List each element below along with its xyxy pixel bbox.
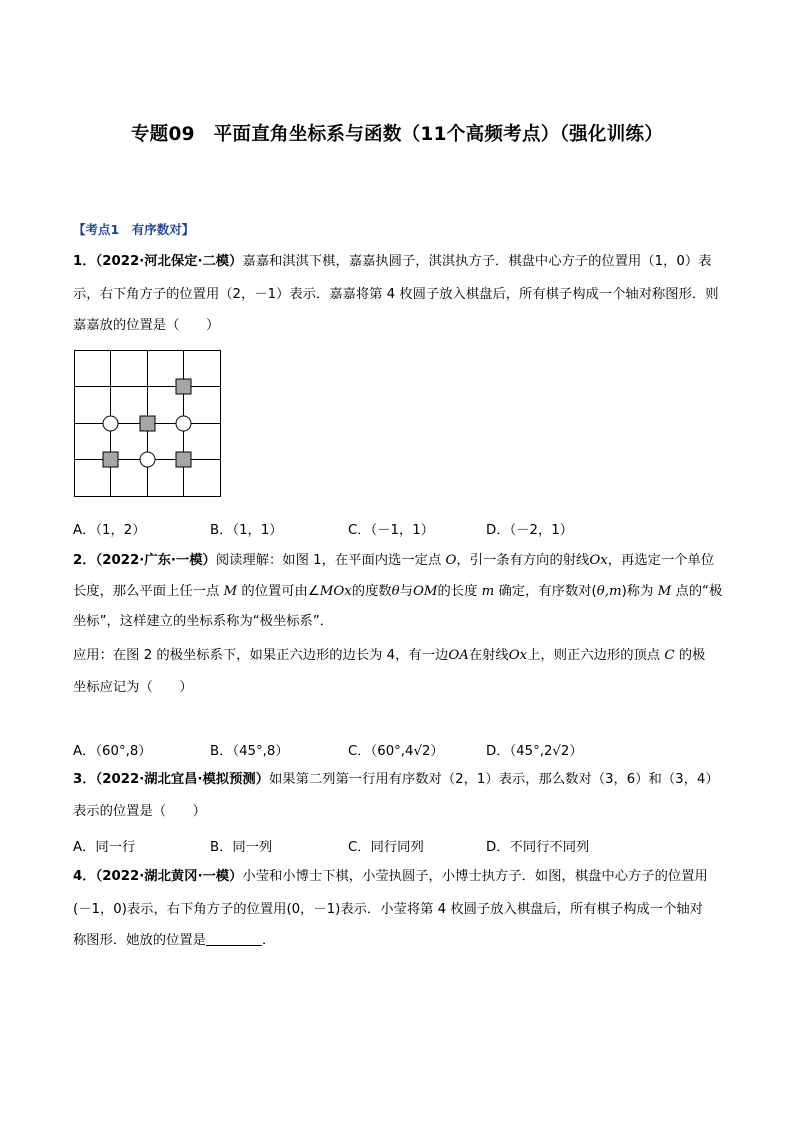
q3-option-a[interactable]: A．同一行 bbox=[73, 840, 136, 855]
math-var: OA bbox=[448, 648, 469, 663]
section-heading: 【考点1 有序数对】 bbox=[73, 222, 195, 237]
q2-text: 的位置可由∠ bbox=[237, 584, 320, 599]
q2-option-c[interactable]: C．（60°,4√2） bbox=[348, 744, 444, 759]
square-piece bbox=[176, 379, 191, 394]
q1-source: （2022·河北保定·二模） bbox=[95, 254, 243, 269]
q4-text: ． bbox=[261, 933, 276, 948]
answer-blank[interactable] bbox=[206, 931, 262, 946]
q2-line-2 bbox=[73, 582, 722, 602]
q2-text: 的度数 bbox=[351, 584, 392, 599]
q1-option-d[interactable]: D．（－2，1） bbox=[486, 523, 573, 538]
q2-text: 长度，那么平面上任一点 bbox=[73, 584, 224, 599]
q3-option-b[interactable]: B．同一列 bbox=[210, 840, 273, 855]
round-piece bbox=[103, 416, 118, 431]
q4-line-2: (－1，0)表示，右下角方子的位置用(0，－1)表示．小莹将第 4 枚圆子放入棋盘后，所有棋子构成一个轴对 bbox=[73, 902, 703, 917]
q3-line-1 bbox=[73, 770, 719, 790]
q1-line-1 bbox=[73, 252, 711, 272]
math-var: Ox bbox=[508, 648, 528, 663]
math-var: MOx bbox=[319, 584, 352, 599]
q2-option-b[interactable]: B．（45°,8） bbox=[210, 744, 289, 759]
math-var: θ bbox=[391, 584, 400, 599]
q2-option-a[interactable]: A．（60°,8） bbox=[73, 744, 152, 759]
q3-source: （2022·湖北宜昌·模拟预测） bbox=[95, 772, 269, 787]
q4-line-1 bbox=[73, 867, 708, 887]
math-var: M bbox=[657, 584, 672, 599]
square-piece-center bbox=[140, 416, 155, 431]
q2-line-5: 坐标应记为（ ） bbox=[73, 680, 193, 695]
q2-number: 2． bbox=[73, 553, 96, 568]
q3-number: 3． bbox=[73, 772, 96, 787]
q2-line-3: 坐标”，这样建立的坐标系称为“极坐标系”． bbox=[73, 614, 334, 629]
q4-text: 小莹和小博士下棋，小莹执圆子，小博士执方子．如图，棋盘中心方子的位置用 bbox=[242, 869, 708, 884]
round-piece bbox=[140, 452, 155, 467]
math-var: Ox bbox=[589, 553, 608, 568]
math-var: θ,m bbox=[596, 584, 622, 599]
q4-line-3 bbox=[73, 931, 275, 951]
q1-text-1: 嘉嘉和淇淇下棋，嘉嘉执圆子，淇淇执方子．棋盘中心方子的位置用（1，0）表 bbox=[242, 254, 712, 269]
q2-text: )称为 bbox=[621, 584, 658, 599]
q2-text: 的极 bbox=[674, 648, 706, 663]
q1-option-b[interactable]: B．（1，1） bbox=[210, 523, 283, 538]
round-piece bbox=[176, 416, 191, 431]
q2-text: 点的“极 bbox=[671, 584, 723, 599]
math-var: OM bbox=[412, 584, 438, 599]
q2-text: ，再选定一个单位 bbox=[607, 553, 715, 568]
q3-line-2: 表示的位置是（ ） bbox=[73, 804, 206, 819]
q2-line-4 bbox=[73, 646, 705, 666]
q1-number: 1． bbox=[73, 254, 96, 269]
q1-line-2: 示，右下角方子的位置用（2，－1）表示．嘉嘉将第 4 枚圆子放入棋盘后，所有棋子构成一个轴对称图形．则 bbox=[73, 287, 719, 302]
q2-text: ，引一条有方向的射线 bbox=[456, 553, 590, 568]
math-var: C bbox=[664, 648, 675, 663]
square-piece bbox=[103, 452, 118, 467]
math-var: m bbox=[481, 584, 495, 599]
q4-text: 称图形．她放的位置是 bbox=[73, 933, 206, 948]
q4-number: 4． bbox=[73, 869, 96, 884]
q1-option-a[interactable]: A．（1，2） bbox=[73, 523, 146, 538]
q3-option-d[interactable]: D．不同行不同列 bbox=[486, 840, 590, 855]
math-var: M bbox=[223, 584, 238, 599]
q2-text: 上，则正六边形的顶点 bbox=[527, 648, 665, 663]
chess-board-figure bbox=[74, 350, 222, 498]
q1-line-3: 嘉嘉放的位置是（ ） bbox=[73, 318, 220, 333]
q2-option-d[interactable]: D．（45°,2√2） bbox=[486, 744, 583, 759]
q2-text: 的长度 bbox=[437, 584, 482, 599]
q2-source: （2022·广东·一模） bbox=[95, 553, 216, 568]
q2-line-1 bbox=[73, 551, 714, 571]
page-title: 专题09 平面直角坐标系与函数（11个高频考点）（强化训练） bbox=[130, 124, 664, 145]
math-var: O bbox=[445, 553, 457, 568]
square-piece-bottom-right bbox=[176, 452, 191, 467]
q2-text: 与 bbox=[399, 584, 413, 599]
q3-option-c[interactable]: C．同行同列 bbox=[348, 840, 424, 855]
q2-text: 确定，有序数对( bbox=[494, 584, 597, 599]
q3-text: 如果第二列第一行用有序数对（2，1）表示，那么数对（3，6）和（3，4） bbox=[269, 772, 719, 787]
q2-text: 应用：在图 2 的极坐标系下，如果正六边形的边长为 4，有一边 bbox=[73, 648, 449, 663]
q2-text: 阅读理解：如图 1，在平面内选一定点 bbox=[215, 553, 446, 568]
q4-source: （2022·湖北黄冈·一模） bbox=[95, 869, 243, 884]
q1-option-c[interactable]: C．（－1，1） bbox=[348, 523, 435, 538]
q2-text: 在射线 bbox=[468, 648, 509, 663]
